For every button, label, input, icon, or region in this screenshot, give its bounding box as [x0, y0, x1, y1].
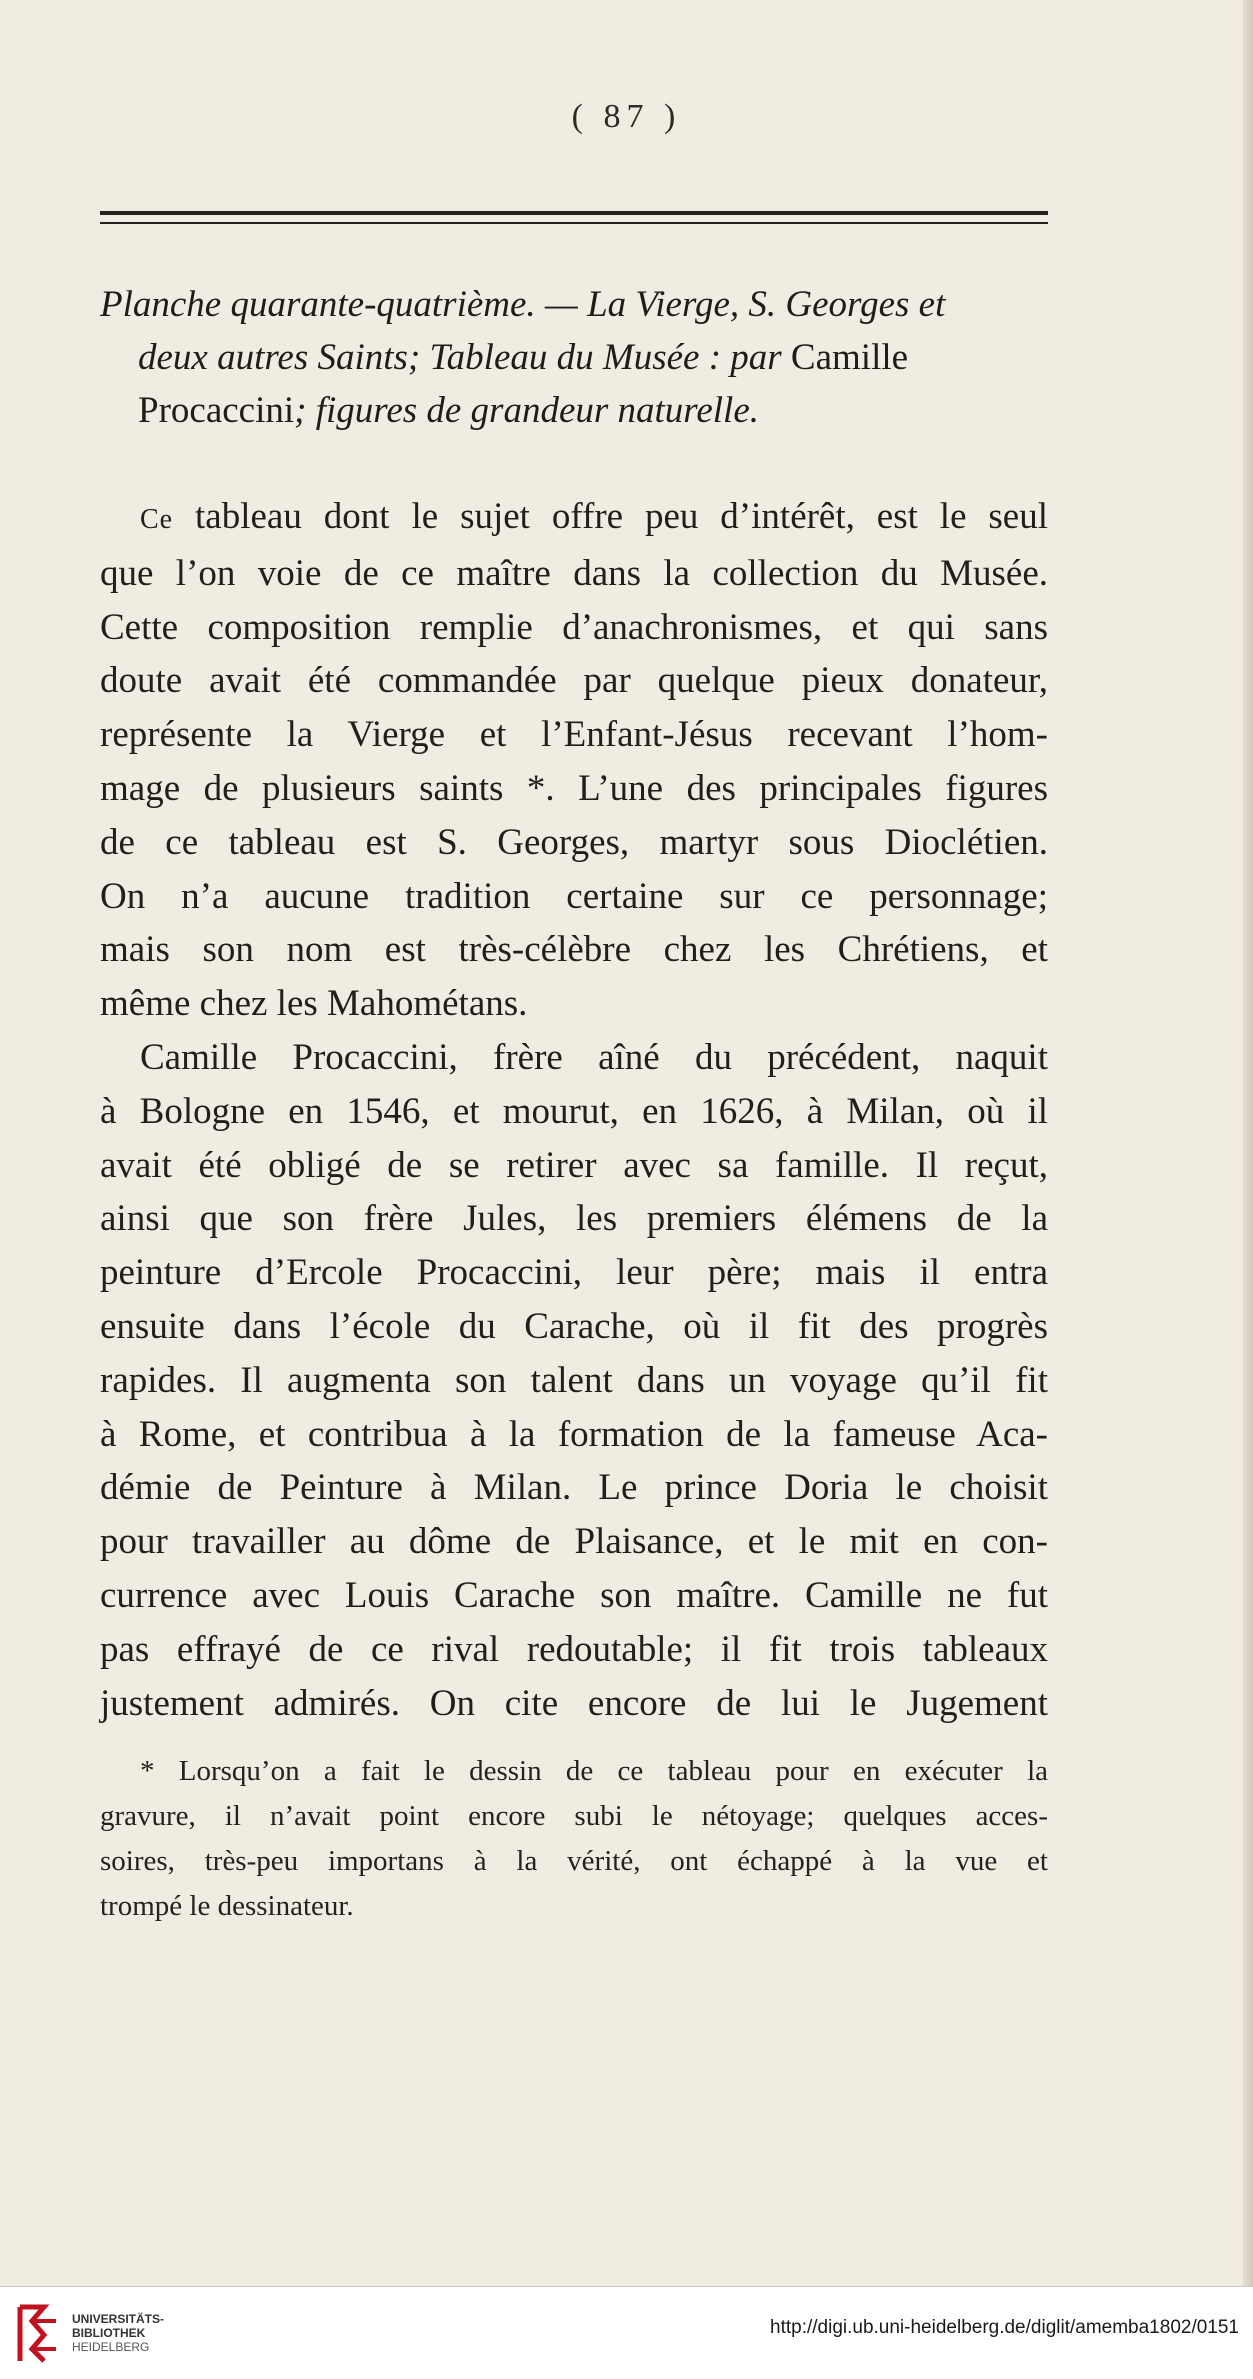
plate-title-line-3 [100, 384, 1048, 437]
body-line: On n’a aucune tradition certaine sur ce personnage; [100, 875, 1048, 917]
body-line: pas effrayé de ce rival redoutable; il fit trois tableaux [100, 1628, 1048, 1670]
body-line: pour travailler au dôme de Plaisance, et le mit en con- [100, 1521, 1048, 1563]
body-line: currence avec Louis Carache son maître. Camille ne fut [100, 1574, 1048, 1616]
body-line: justement admirés. On cite encore de lui le Jugement [100, 1682, 1048, 1724]
painter-name-first: Camille [790, 337, 909, 378]
footnote-line: gravure, il n’avait point encore subi le nétoyage; quelques acces- [100, 1800, 1048, 1832]
body-line: mage de plusieurs saints *. L’une des principales figures [100, 767, 1048, 809]
plate-title-line-2-italic: deux autres Saints; Tableau du Musée : par [138, 337, 791, 378]
body-line: de ce tableau est S. Georges, martyr sous Dioclétien. [100, 821, 1048, 863]
footnote-line: soires, très-peu importans à la vérité, ont échappé à la vue et [100, 1845, 1048, 1877]
heidelberg-library-logo-icon[interactable] [14, 2301, 64, 2367]
body-line: Camille Procaccini, frère aîné du précédent, naquit [140, 1036, 1048, 1078]
body-line: même chez les Mahométans. [100, 983, 528, 1025]
painter-name-last: Procaccini [138, 390, 295, 431]
body-line: représente la Vierge et l’Enfant-Jésus recevant l’hom- [100, 714, 1048, 756]
body-line: démie de Peinture à Milan. Le prince Doria le choisit [100, 1467, 1048, 1509]
drop-word: Ce [140, 504, 174, 535]
library-name[interactable]: UNIVERSITÄTS- BIBLIOTHEK HEIDELBERG [72, 2312, 165, 2354]
footnote-line: * Lorsqu’on a fait le dessin de ce tableau pour en exécuter la [140, 1755, 1048, 1787]
body-line: ainsi que son frère Jules, les premiers élémens de la [100, 1198, 1048, 1240]
body-line: avait été obligé de se retirer avec sa famille. Il reçut, [100, 1144, 1048, 1186]
body-text [100, 490, 1048, 1730]
footnote [100, 1749, 1048, 1929]
body-line: que l’on voie de ce maître dans la collection du Musée. [100, 552, 1048, 594]
body-line: à Rome, et contribua à la formation de la fameuse Aca- [100, 1413, 1048, 1455]
header-rule-thin [100, 222, 1048, 224]
body-line: à Bologne en 1546, et mourut, en 1626, à Milan, où il [100, 1090, 1048, 1132]
body-line: peinture d’Ercole Procaccini, leur père; mais il entra [100, 1252, 1048, 1294]
body-line: Ce tableau dont le sujet offre peu d’intérêt, est le seul [140, 496, 1049, 537]
plate-title [100, 278, 1048, 437]
plate-title-line-1: Planche quarante-quatrième. — La Vierge, S. Georges et [100, 284, 946, 325]
plate-title-line-3-italic: ; figures de grandeur naturelle. [294, 390, 759, 431]
body-line: mais son nom est très-célèbre chez les Chrétiens, et [100, 929, 1048, 971]
body-line: Cette composition remplie d’anachronismes, et qui sans [100, 606, 1048, 648]
body-line: doute avait été commandée par quelque pieux donateur, [100, 660, 1048, 702]
viewer-footer [0, 2286, 1253, 2379]
plate-title-line-2 [100, 331, 1048, 384]
footnote-line: trompé le dessinateur. [100, 1890, 354, 1922]
header-rule-thick [100, 211, 1048, 215]
body-line: ensuite dans l’école du Carache, où il fit des progrès [100, 1305, 1048, 1347]
permalink-url[interactable]: http://digi.ub.uni-heidelberg.de/diglit/amemba1802/0151 [770, 2317, 1239, 2338]
body-line: rapides. Il augmenta son talent dans un voyage qu’il fit [100, 1359, 1048, 1401]
page-number: ( 87 ) [571, 98, 682, 135]
page-edge [1243, 0, 1253, 2286]
